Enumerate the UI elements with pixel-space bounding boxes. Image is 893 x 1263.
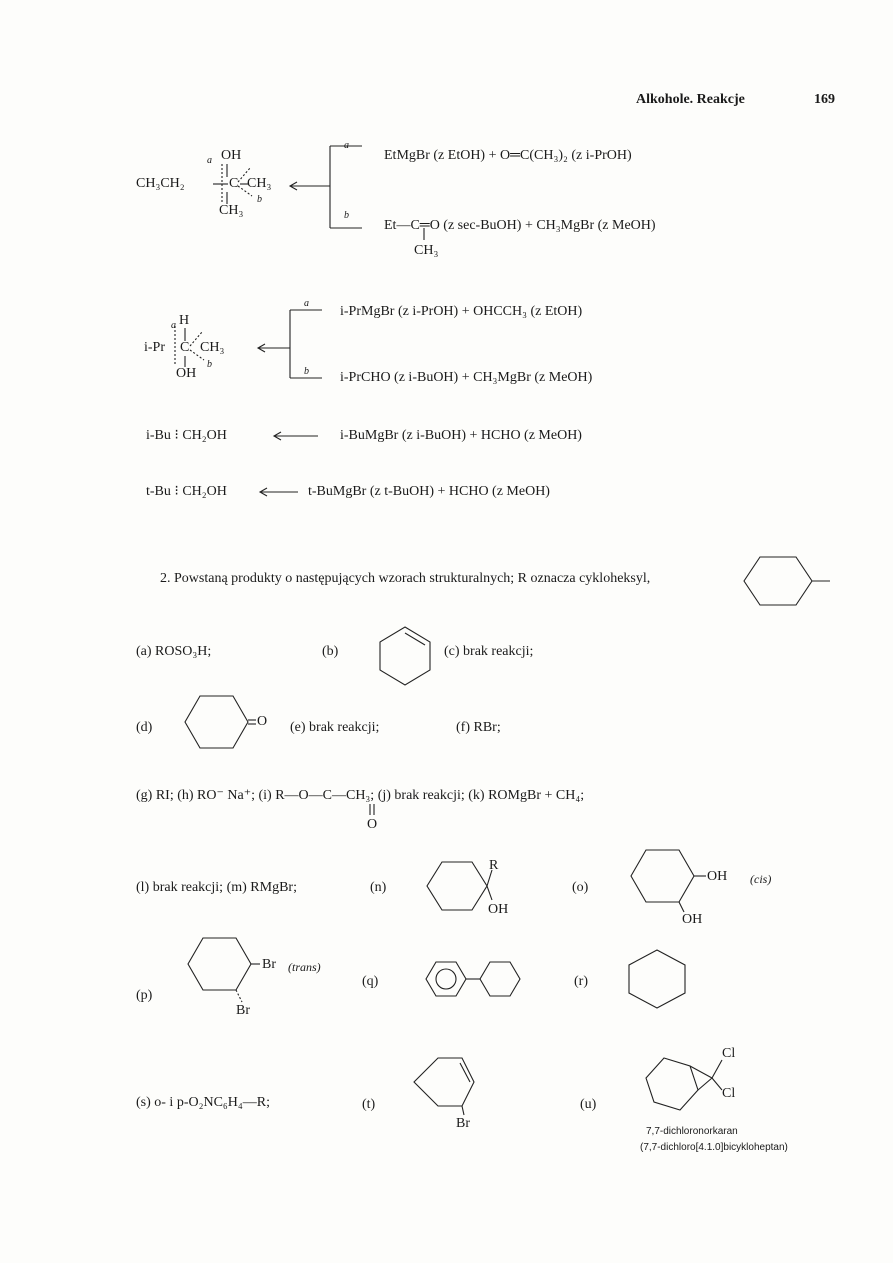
- s2-route-b: i-PrCHO (z i-BuOH) + CH₃MgBr (z MeOH): [340, 370, 593, 385]
- item-t: (t): [362, 1097, 376, 1112]
- item-d-oxygen: O: [257, 714, 268, 729]
- s2-route-label-a: a: [304, 298, 309, 309]
- s2-target-oh: OH: [176, 366, 197, 381]
- item-d: (d): [136, 720, 153, 735]
- item-p-br2: Br: [236, 1003, 250, 1018]
- s1-route-a: EtMgBr (z EtOH) + O═C(CH₃)₂ (z i-PrOH): [384, 148, 632, 163]
- item-u-name2: (7,7-dichloro[4.1.0]bicykloheptan): [640, 1142, 788, 1153]
- s1-route-label-b: b: [344, 210, 349, 221]
- item-r: (r): [574, 974, 588, 989]
- item-n-r: R: [489, 858, 499, 873]
- item-o-oh2: OH: [682, 912, 703, 927]
- item-b: (b): [322, 644, 339, 659]
- item-g-to-k: (g) RI; (h) RO⁻ Na⁺; (i) R—O—C—CH₃; (j) brak reakcji; (k) ROMgBr + CH₄;: [136, 788, 585, 803]
- s1-target-oh: OH: [221, 148, 242, 163]
- item-p-trans: (trans): [288, 960, 321, 974]
- item-o-oh1: OH: [707, 869, 728, 884]
- s2-target-h: H: [179, 313, 190, 328]
- s1-target-left: CH₃CH₂: [136, 176, 185, 191]
- s2-target-ch3: CH₃: [200, 340, 225, 355]
- item-u: (u): [580, 1097, 597, 1112]
- s2-target-left: i-Pr: [144, 340, 165, 355]
- item-a: (a) ROSO₃H;: [136, 644, 212, 659]
- s2-label-b-mol: b: [207, 359, 212, 370]
- item-u-name1: 7,7-dichloronorkaran: [646, 1126, 738, 1137]
- s1-label-a: a: [207, 155, 212, 166]
- s2-center-c: C: [180, 340, 190, 355]
- s1-route-label-a: a: [344, 140, 349, 151]
- item-n: (n): [370, 880, 387, 895]
- s3-route: i-BuMgBr (z i-BuOH) + HCHO (z MeOH): [340, 428, 582, 443]
- s1-route-b: Et—C═O (z sec-BuOH) + CH₃MgBr (z MeOH): [384, 218, 656, 233]
- page-number: 169: [814, 92, 835, 107]
- s4-target: t-Bu ⁝ CH₂OH: [146, 484, 227, 499]
- item-p-br1: Br: [262, 957, 276, 972]
- s1-route-b-ch3: CH₃: [414, 243, 439, 258]
- item-u-cl2: Cl: [722, 1086, 736, 1101]
- item-l-m: (l) brak reakcji; (m) RMgBr;: [136, 880, 297, 895]
- item-o: (o): [572, 880, 589, 895]
- s2-label-a-mol: a: [171, 320, 176, 331]
- item-s: (s) o- i p-O₂NC₆H₄—R;: [136, 1095, 271, 1110]
- s1-center-c: C: [229, 176, 239, 191]
- s3-target: i-Bu ⁝ CH₂OH: [146, 428, 227, 443]
- section-title: Alkohole. Reakcje: [636, 92, 745, 107]
- s1-target-ch3-bottom: CH₃: [219, 203, 244, 218]
- s1-target-ch3-right: CH₃: [247, 176, 272, 191]
- item-t-br: Br: [456, 1116, 470, 1131]
- item-n-oh: OH: [488, 902, 509, 917]
- s1-label-b-mol: b: [257, 194, 262, 205]
- item-i-oxygen: O: [367, 817, 378, 832]
- item-f: (f) RBr;: [456, 720, 501, 735]
- s4-route: t-BuMgBr (z t-BuOH) + HCHO (z MeOH): [308, 484, 550, 499]
- item-o-cis: (cis): [750, 872, 772, 886]
- item-c: (c) brak reakcji;: [444, 644, 534, 659]
- item-e: (e) brak reakcji;: [290, 720, 380, 735]
- item-p: (p): [136, 988, 153, 1003]
- item-q: (q): [362, 974, 379, 989]
- s2-route-a: i-PrMgBr (z i-PrOH) + OHCCH₃ (z EtOH): [340, 304, 583, 319]
- s2-route-label-b: b: [304, 366, 309, 377]
- item-u-cl1: Cl: [722, 1046, 736, 1061]
- problem2-intro: 2. Powstaną produkty o następujących wzorach strukturalnych; R oznacza cykloheksyl,: [160, 571, 651, 586]
